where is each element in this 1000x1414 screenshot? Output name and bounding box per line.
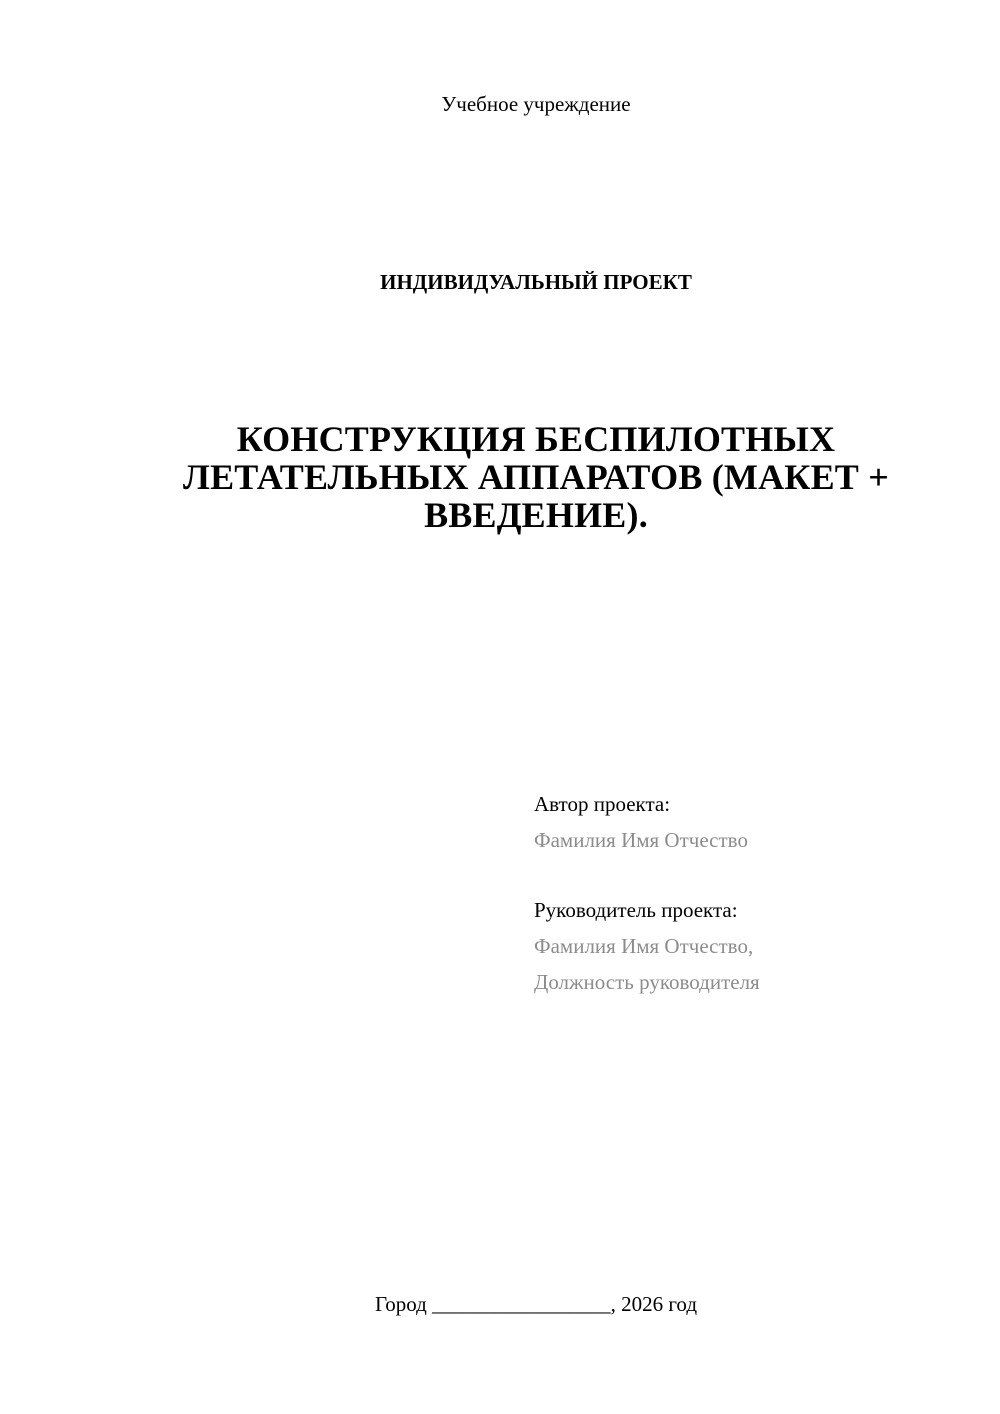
author-name: Фамилия Имя Отчество (534, 828, 748, 852)
project-title (120, 420, 952, 534)
project-title-line-2: ЛЕТАТЕЛЬНЫХ АППАРАТОВ (МАКЕТ + (183, 457, 889, 497)
author-label: Автор проекта: (534, 792, 671, 816)
author-block (534, 786, 974, 858)
project-title-line-1: КОНСТРУКЦИЯ БЕСПИЛОТНЫХ (236, 419, 836, 459)
institution-name: Учебное учреждение (441, 92, 631, 116)
supervisor-label: Руководитель проекта: (534, 898, 738, 922)
project-title-line-3: ВВЕДЕНИЕ). (424, 495, 648, 535)
supervisor-name: Фамилия Имя Отчество, (534, 934, 754, 958)
supervisor-block (534, 892, 974, 1000)
city-year-footer: Город _________________, 2026 год (374, 1292, 698, 1316)
supervisor-position: Должность руководителя (534, 970, 760, 994)
project-type-heading: ИНДИВИДУАЛЬНЫЙ ПРОЕКТ (380, 270, 692, 294)
